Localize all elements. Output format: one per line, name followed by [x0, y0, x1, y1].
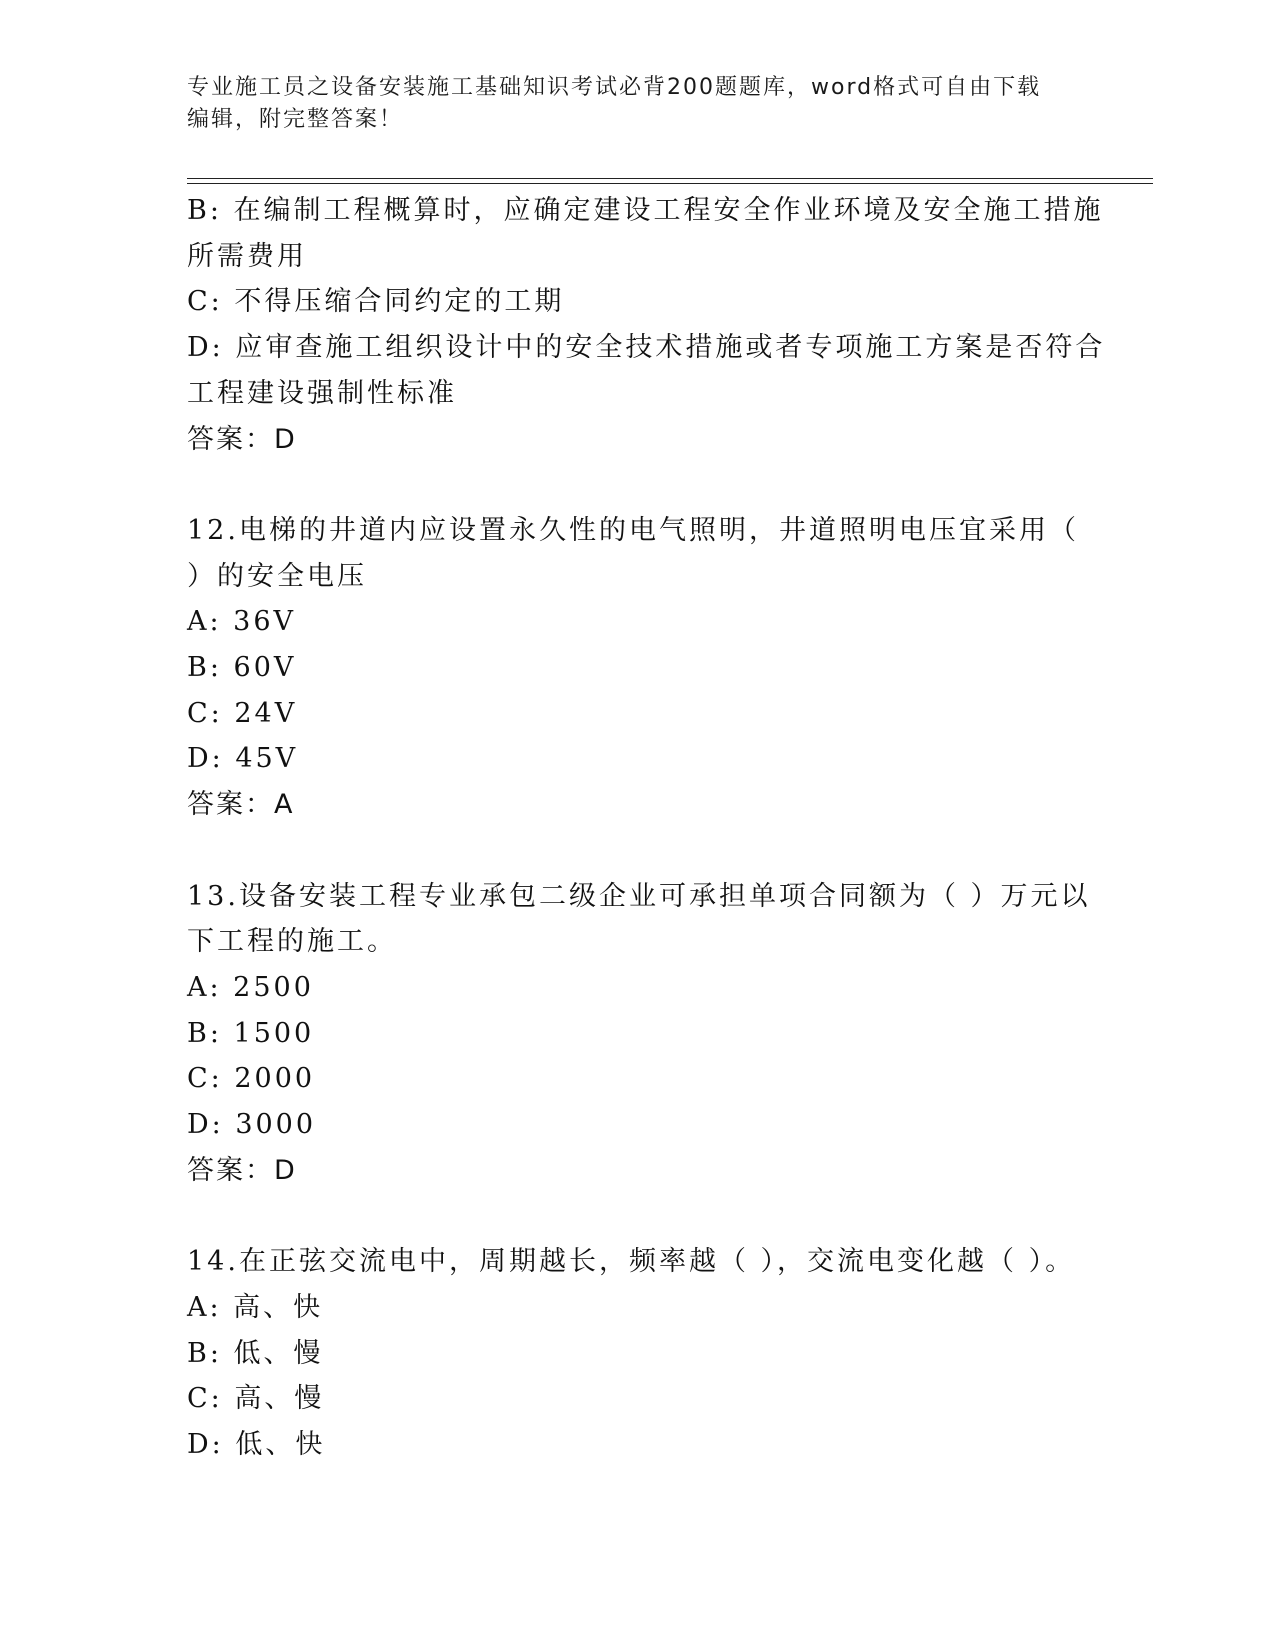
question-13: [187, 874, 1091, 1194]
question-12: [187, 508, 1087, 828]
header-divider-bottom: [187, 183, 1153, 184]
option-c: C: 24V: [187, 697, 298, 729]
option-a: A: 2500: [187, 971, 314, 1003]
question-title-line-2: ）的安全电压: [187, 560, 367, 592]
spacer: [187, 1193, 1087, 1239]
spacer: [187, 462, 1087, 508]
document-header: [187, 72, 1067, 136]
option-b-line-2: 所需费用: [187, 240, 307, 272]
option-b-line-1: B: 在编制工程概算时，应确定建设工程安全作业环境及安全施工措施: [187, 195, 1104, 226]
question-11: [187, 188, 1106, 462]
question-title-line-1: 12.电梯的井道内应设置永久性的电气照明，井道照明电压宜采用（: [187, 514, 1079, 546]
option-b: B: 低、慢: [187, 1337, 324, 1369]
option-b: B: 60V: [187, 652, 297, 684]
question-list: [187, 188, 1106, 1468]
option-d: D: 3000: [187, 1109, 317, 1141]
option-a: A: 36V: [187, 606, 297, 638]
option-d: D: 低、快: [187, 1428, 326, 1460]
option-a: A: 高、快: [187, 1291, 324, 1323]
header-line-2: 编辑，附完整答案！: [187, 107, 404, 132]
question-title-line-1: 13.设备安装工程专业承包二级企业可承担单项合同额为（ ）万元以: [187, 880, 1091, 912]
header-divider-top: [187, 178, 1153, 179]
question-title-line-2: 下工程的施工。: [187, 926, 397, 958]
answer: 答案：A: [187, 789, 295, 821]
option-d: D: 45V: [187, 743, 299, 775]
question-title-line-1: 14.在正弦交流电中，周期越长，频率越（ ），交流电变化越（ ）。: [187, 1246, 1076, 1278]
option-d-line-1: D: 应审查施工组织设计中的安全技术措施或者专项施工方案是否符合: [187, 332, 1106, 364]
option-c: C: 2000: [187, 1063, 316, 1095]
option-d-line-2: 工程建设强制性标准: [187, 377, 457, 409]
answer: 答案：D: [187, 423, 297, 455]
header-line-1: 专业施工员之设备安装施工基础知识考试必背200题题库，word格式可自由下载: [187, 75, 1042, 100]
option-b: B: 1500: [187, 1017, 315, 1049]
question-14: [187, 1239, 1087, 1468]
option-c: C: 高、慢: [187, 1383, 325, 1415]
answer: 答案：D: [187, 1154, 297, 1186]
spacer: [187, 828, 1087, 874]
option-c: C: 不得压缩合同约定的工期: [187, 286, 565, 318]
